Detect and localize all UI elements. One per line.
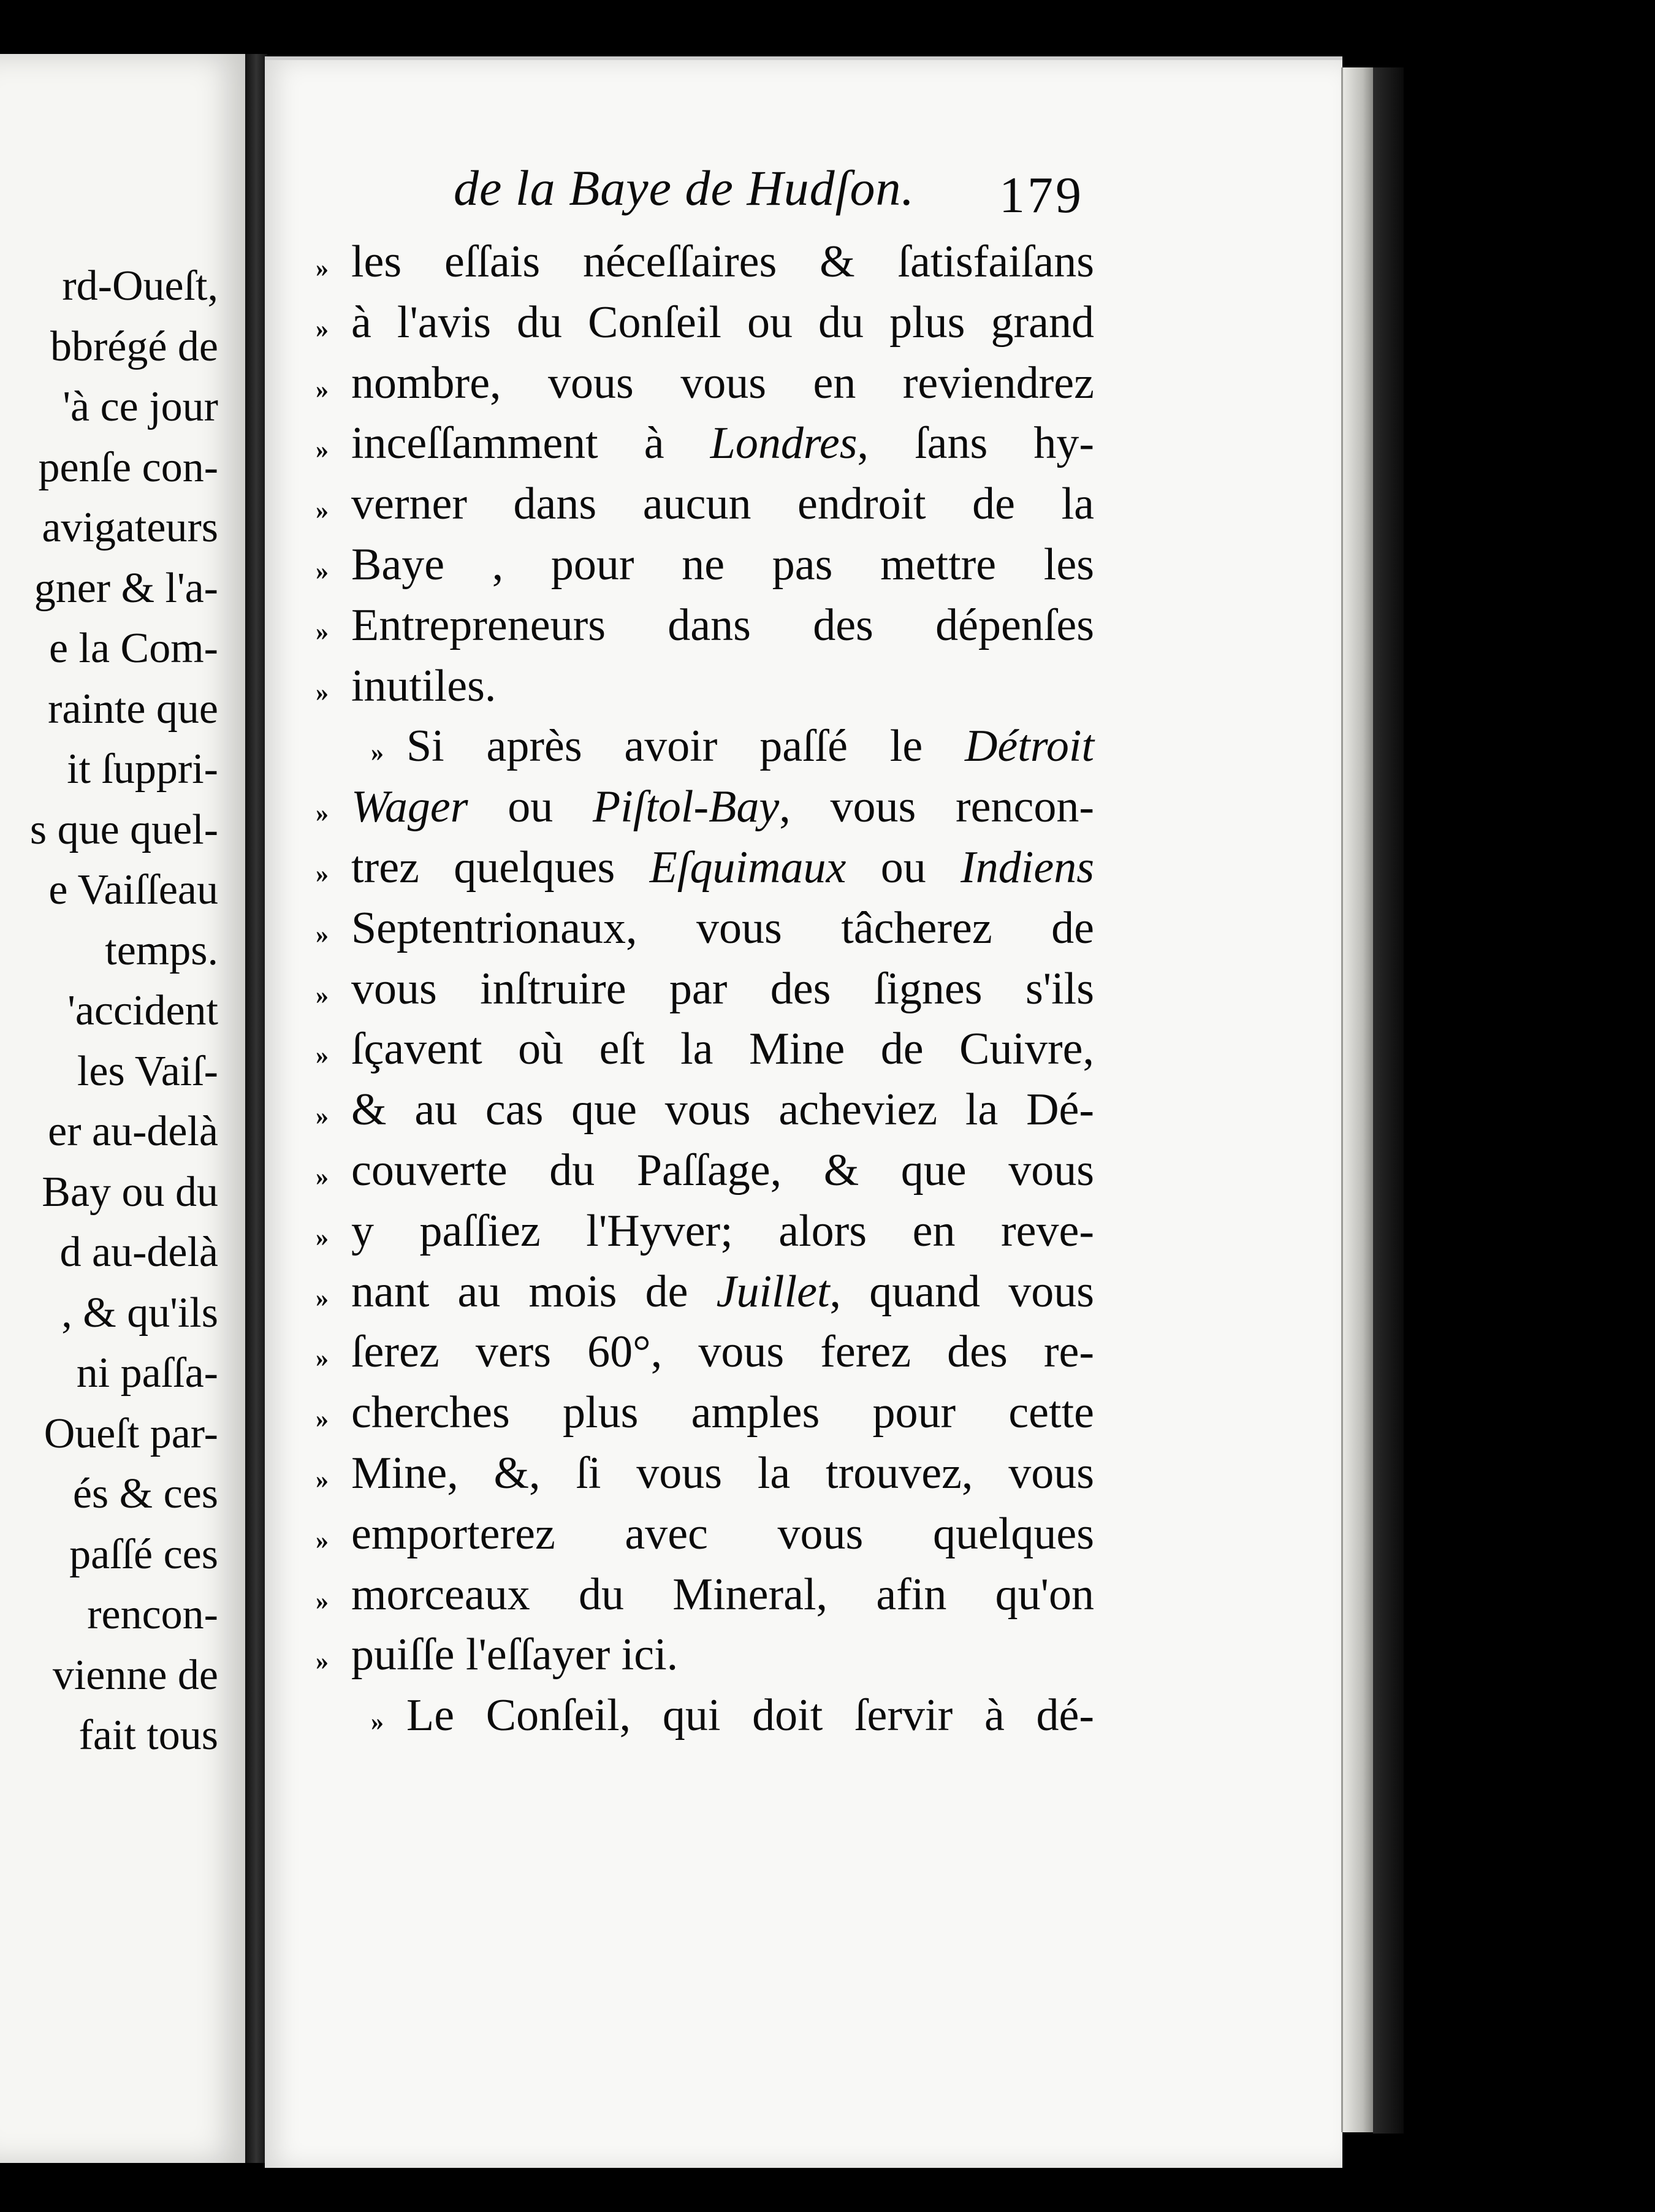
left-page-line: avigateurs [42, 504, 218, 551]
left-page [0, 54, 250, 2163]
text-line [316, 1019, 1094, 1080]
quotation-mark: » [371, 739, 384, 768]
quotation-mark: » [316, 1647, 329, 1676]
text-line [316, 232, 1094, 292]
quotation-mark: » [316, 254, 329, 283]
text-line [316, 1382, 1094, 1443]
quotation-mark: » [316, 375, 329, 404]
left-page-line: 'à ce jour [63, 383, 218, 430]
text-line [316, 535, 1094, 595]
text-line [316, 777, 1094, 837]
quotation-mark: » [316, 617, 329, 646]
line-text: & au cas que vous acheviez la Dé- [351, 1085, 1094, 1135]
quotation-mark: » [316, 920, 329, 949]
line-text: à l'avis du Conſeil ou du plus grand [351, 297, 1094, 348]
line-text: Le Conſeil, qui doit ſervir à dé- [406, 1690, 1094, 1741]
text-line [316, 1140, 1094, 1201]
quotation-mark: » [316, 1284, 329, 1313]
quotation-mark: » [316, 1344, 329, 1373]
line-text: vous inſtruire par des ſignes s'ils [351, 963, 1094, 1014]
quotation-mark: » [316, 1526, 329, 1555]
left-page-line: Bay ou du [42, 1168, 218, 1216]
quotation-mark: » [316, 497, 329, 525]
quotation-mark: » [316, 436, 329, 465]
text-line [316, 1685, 1094, 1746]
quotation-mark: » [316, 315, 329, 343]
quotation-mark: » [316, 1162, 329, 1191]
left-page-line: ni paſſa- [76, 1349, 218, 1397]
text-line [316, 1262, 1094, 1322]
page-number: 179 [999, 167, 1084, 224]
left-page-line: les Vaiſ- [77, 1047, 218, 1095]
left-page-line: paſſé ces [69, 1530, 218, 1578]
left-page-line: fait tous [78, 1712, 218, 1759]
text-line [316, 292, 1094, 353]
text-line [316, 656, 1094, 717]
line-text: verner dans aucun endroit de la [351, 479, 1094, 530]
quotation-mark: » [316, 1102, 329, 1131]
left-page-line: d au-delà [59, 1229, 218, 1276]
line-text: puiſſe l'eſſayer ici. [351, 1630, 679, 1680]
running-head [184, 123, 1103, 224]
text-line [316, 898, 1094, 959]
line-text: nombre, vous vous en reviendrez [351, 357, 1094, 408]
text-line [316, 353, 1094, 414]
line-text: Mine, &, ſi vous la trouvez, vous [351, 1447, 1094, 1498]
page-edges [1341, 67, 1376, 2132]
text-line [316, 1504, 1094, 1565]
book-cover-edge [1373, 67, 1404, 2134]
left-page-line: 'accident [67, 987, 218, 1034]
text-line [316, 1080, 1094, 1140]
left-page-line: rd-Oueſt, [62, 262, 218, 310]
text-line [316, 413, 1094, 474]
line-text: emporterez avec vous quelques [351, 1508, 1094, 1559]
left-page-line: , & qu'ils [61, 1289, 218, 1337]
line-text: Baye , pour ne pas mettre les [351, 539, 1094, 590]
left-page-line: penſe con- [38, 443, 218, 491]
quotation-mark: » [316, 1465, 329, 1494]
text-line [316, 1625, 1094, 1685]
book-gutter [245, 54, 267, 2163]
left-page-line: e la Com- [48, 625, 218, 672]
quotation-mark: » [316, 678, 329, 707]
line-text: Septentrionaux, vous tâcherez de [351, 902, 1094, 953]
quotation-mark: » [316, 1587, 329, 1615]
line-text: ſerez vers 60°, vous ferez des re- [351, 1327, 1094, 1378]
line-text: couverte du Paſſage, & que vous [351, 1145, 1094, 1196]
left-page-line: bbrégé de [50, 322, 218, 370]
left-page-text [30, 256, 218, 1766]
quotation-mark: » [316, 1223, 329, 1252]
quotation-mark: » [316, 860, 329, 888]
quotation-mark: » [316, 557, 329, 585]
line-text: inceſſamment à Londres, ſans hy- [351, 418, 1094, 469]
left-page-line: s que quel- [29, 806, 218, 853]
quotation-mark: » [316, 1042, 329, 1070]
text-line [316, 595, 1094, 656]
text-line [316, 716, 1094, 777]
line-text: les eſſais néceſſaires & ſatisfaiſans [351, 237, 1094, 287]
quotation-mark: » [371, 1708, 384, 1737]
text-line [316, 837, 1094, 898]
line-text: cherches plus amples pour cette [351, 1387, 1094, 1438]
left-page-line: vienne de [52, 1651, 218, 1699]
left-page-line: rainte que [48, 685, 218, 733]
left-page-line: Oueſt par- [44, 1409, 218, 1457]
text-line [316, 474, 1094, 535]
body-text [316, 232, 1094, 1746]
running-title: de la Baye de Hudſon. [454, 160, 915, 216]
line-text: inutiles. [351, 660, 496, 711]
text-line [316, 1322, 1094, 1382]
left-page-line: e Vaiſſeau [48, 866, 218, 913]
left-page-line: temps. [105, 926, 218, 974]
quotation-mark: » [316, 1405, 329, 1434]
line-text: Entrepreneurs dans des dépenſes [351, 600, 1094, 650]
quotation-mark: » [316, 981, 329, 1010]
left-page-line: er au-delà [48, 1108, 218, 1155]
text-line [316, 1565, 1094, 1625]
line-text: y paſſiez l'Hyver; alors en reve- [351, 1205, 1094, 1256]
text-line [316, 959, 1094, 1020]
line-text: ſçavent où eſt la Mine de Cuivre, [351, 1024, 1094, 1075]
line-text: nant au mois de Juillet, quand vous [351, 1266, 1094, 1317]
line-text: Wager ou Piſtol-Bay, vous rencon- [351, 782, 1094, 833]
line-text: morceaux du Mineral, afin qu'on [351, 1569, 1094, 1620]
left-page-line: gner & l'a- [34, 564, 218, 612]
left-page-line: rencon- [87, 1591, 218, 1638]
left-page-line: it ſuppri- [67, 746, 218, 793]
quotation-mark: » [316, 799, 329, 828]
text-line [316, 1443, 1094, 1504]
text-line [316, 1201, 1094, 1262]
line-text: trez quelques Eſquimaux ou Indiens [351, 842, 1094, 893]
line-text: Si après avoir paſſé le Détroit [406, 721, 1094, 772]
left-page-line: és & ces [72, 1470, 218, 1517]
